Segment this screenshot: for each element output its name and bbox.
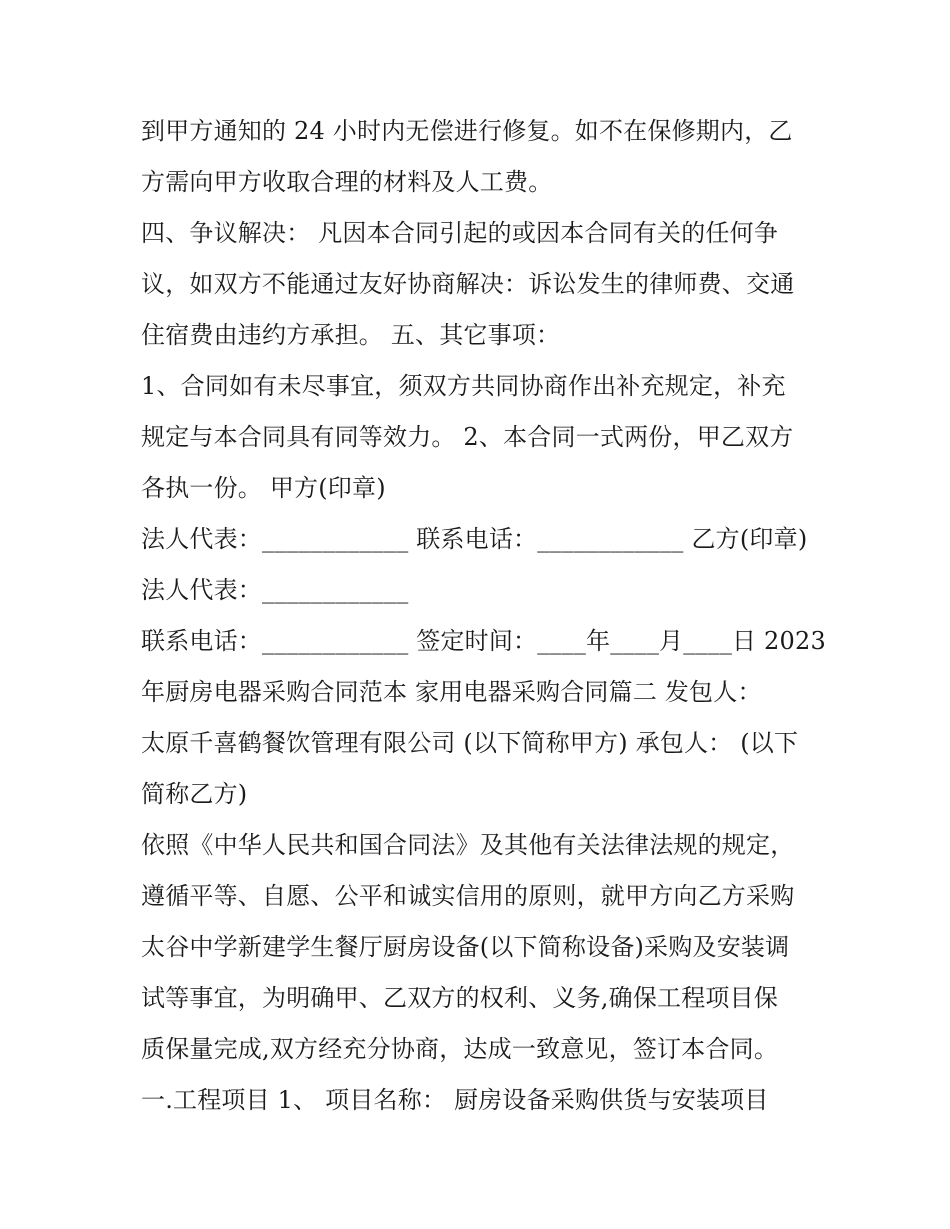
text-line: 议，如双方不能通过友好协商解决：诉讼发生的律师费、交通: [141, 270, 795, 298]
text-line: 简称乙方): [141, 780, 248, 808]
text-line: 四、争议解决： 凡因本合同引起的或因本合同有关的任何争: [141, 219, 779, 247]
text-line: 法人代表：____________: [141, 576, 409, 604]
text-line: 遵循平等、自愿、公平和诚实信用的原则，就甲方向乙方采购: [141, 882, 795, 910]
text-line: 年厨房电器采购合同范本 家用电器采购合同篇二 发包人：: [141, 678, 762, 706]
text-line: 质保量完成,双方经充分协商，达成一致意见，签订本合同。: [141, 1035, 779, 1063]
text-line: 联系电话：____________ 签定时间：____年____月____日 2023: [141, 627, 826, 655]
text-line: 方需向甲方收取合理的材料及人工费。: [141, 168, 553, 196]
text-line: 住宿费由违约方承担。 五、其它事项：: [141, 321, 561, 349]
document-body: [141, 106, 831, 1126]
text-line: 试等事宜，为明确甲、乙双方的权利、义务,确保工程项目保: [141, 984, 779, 1012]
text-line: 规定与本合同具有同等效力。 2、本合同一式两份，甲乙双方: [141, 423, 794, 451]
text-line: 法人代表：____________ 联系电话：____________ 乙方(印章): [141, 525, 808, 553]
text-line: 太谷中学新建学生餐厅厨房设备(以下简称设备)采购及安装调: [141, 933, 790, 961]
text-line: 依照《中华人民共和国合同法》及其他有关法律法规的规定，: [141, 831, 795, 859]
text-line: 到甲方通知的 24 小时内无偿进行修复。如不在保修期内，乙: [141, 117, 793, 145]
text-line: 1、合同如有未尽事宜，须双方共同协商作出补充规定，补充: [141, 372, 786, 400]
text-line: 太原千喜鹤餐饮管理有限公司 (以下简称甲方) 承包人： (以下: [141, 729, 799, 757]
text-line: 一.工程项目 1、 项目名称： 厨房设备采购供货与安装项目: [141, 1086, 769, 1114]
text-line: 各执一份。 甲方(印章): [141, 474, 386, 502]
